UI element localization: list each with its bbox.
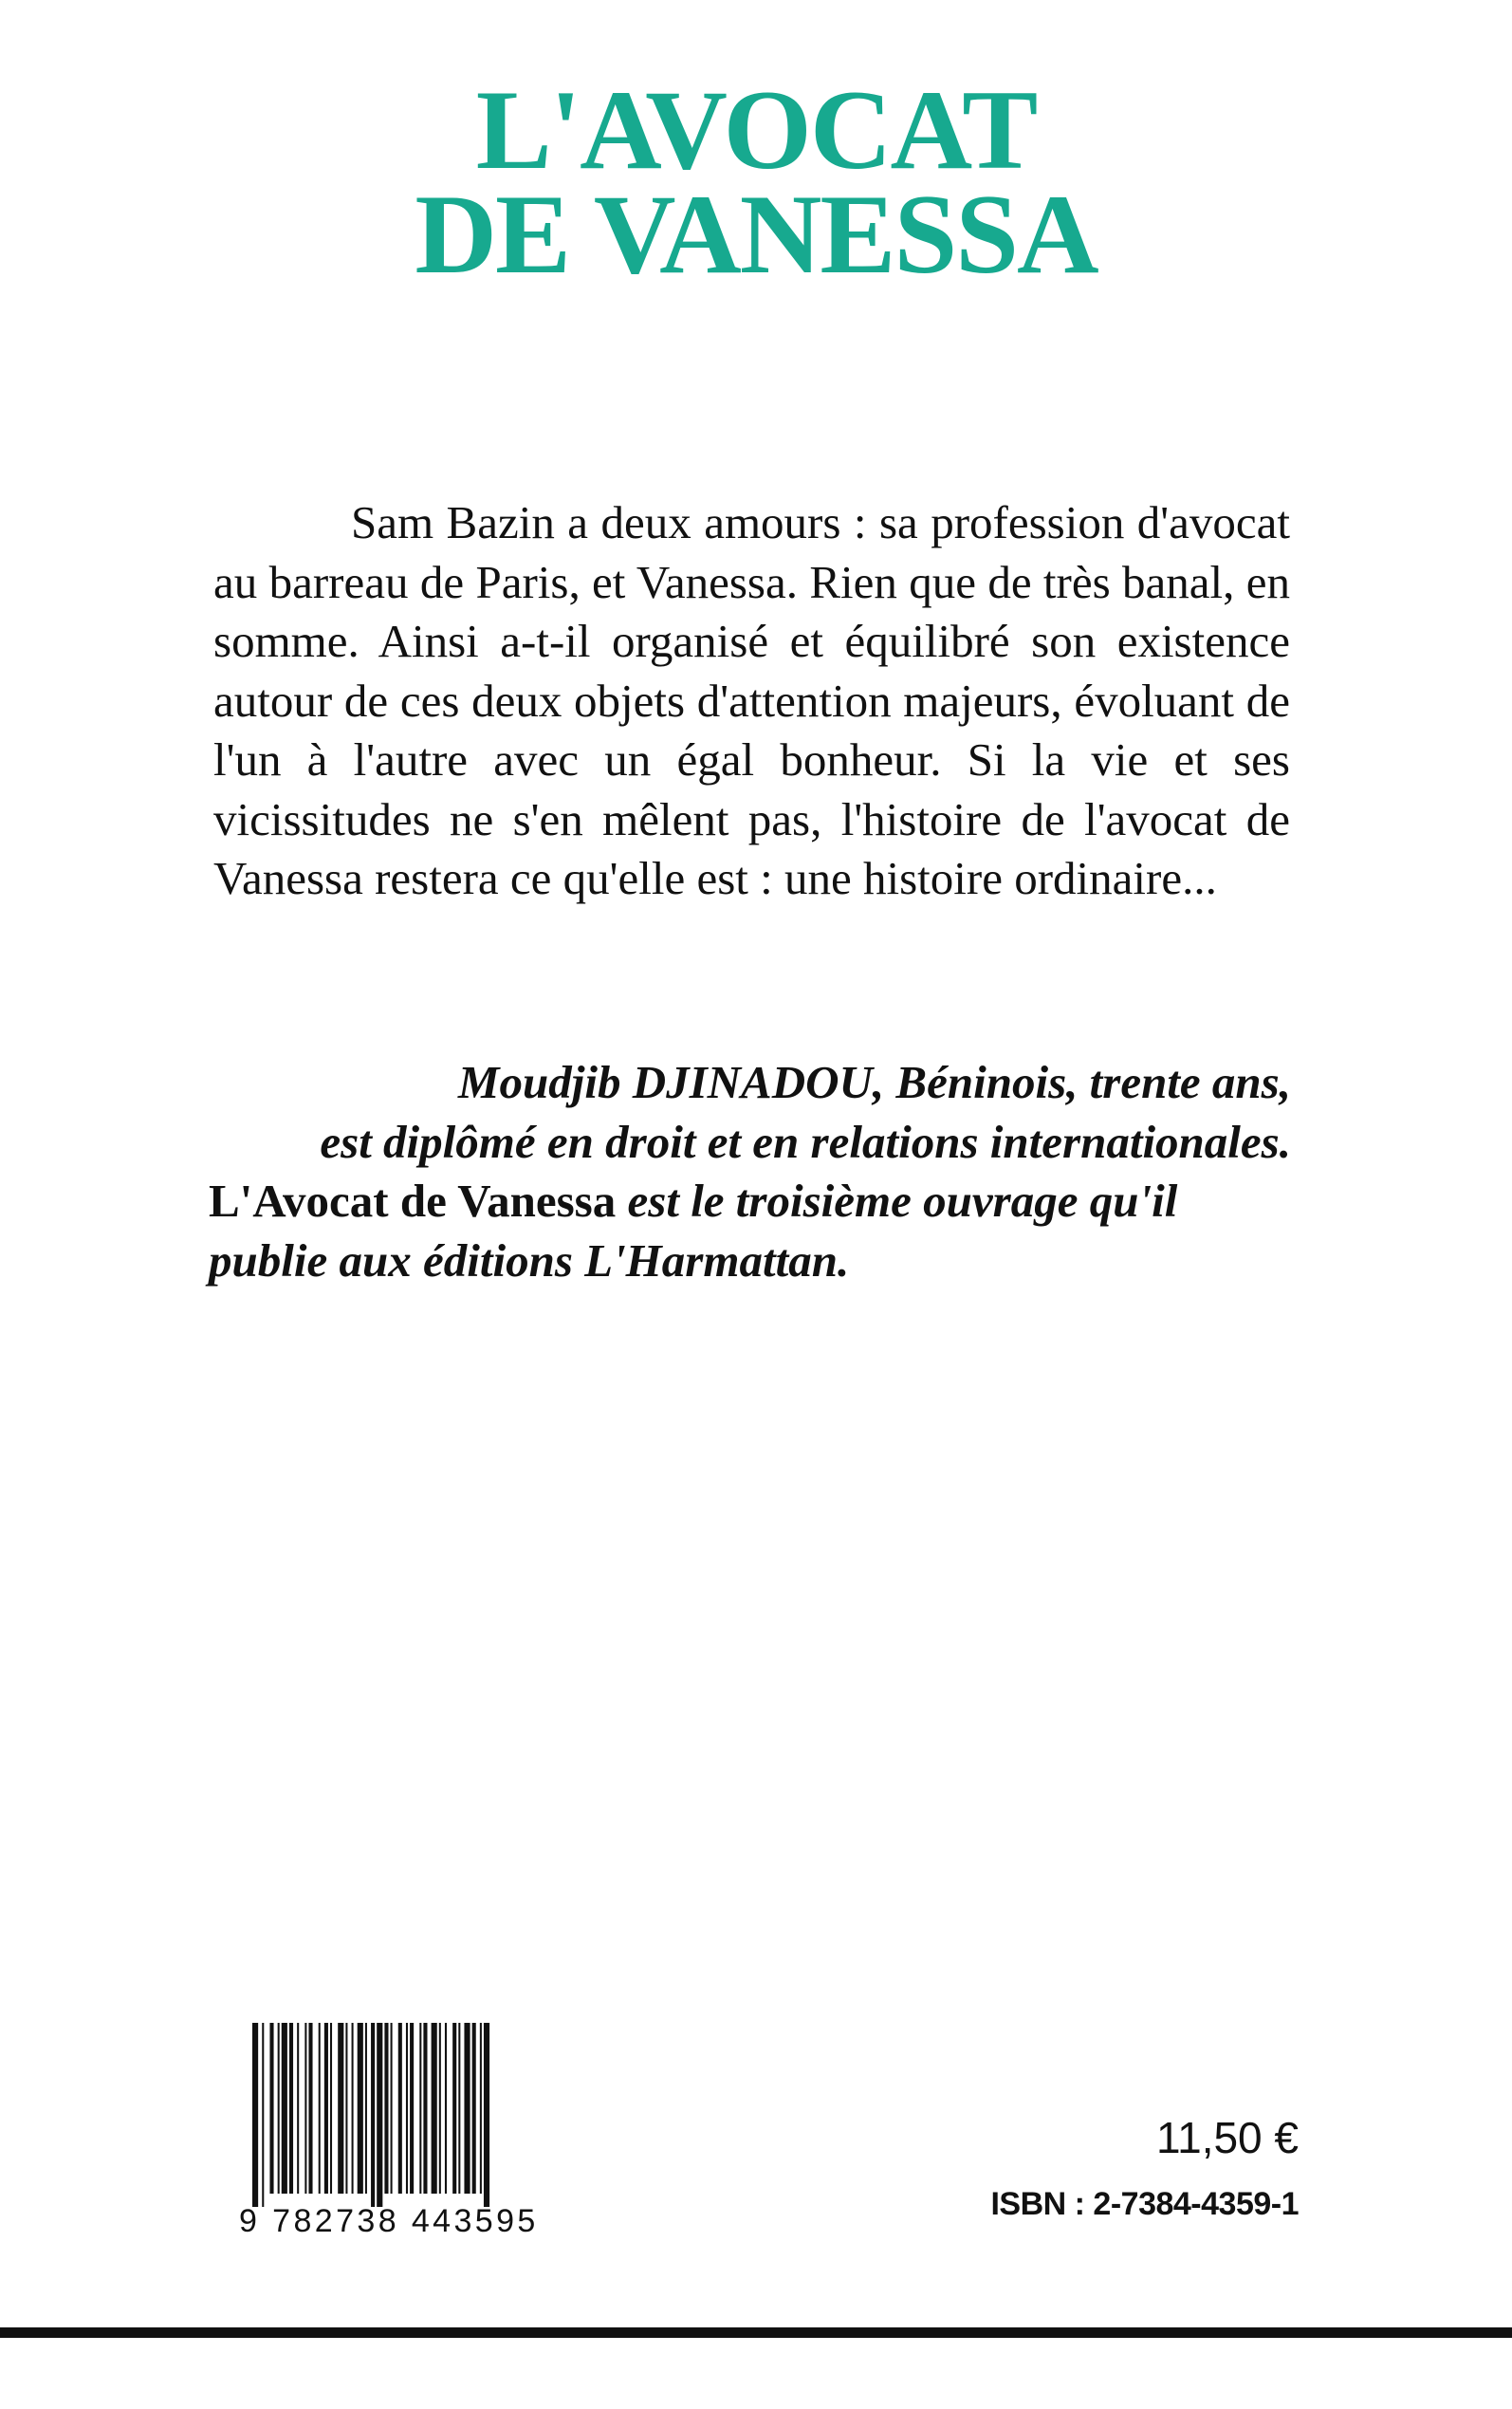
barcode-bar bbox=[371, 2023, 375, 2207]
barcode-bar bbox=[330, 2023, 332, 2194]
barcode-bar bbox=[304, 2023, 306, 2194]
barcode-bar bbox=[338, 2023, 343, 2194]
barcode-bar bbox=[282, 2023, 287, 2194]
bio-line-1: Moudjib DJINADOU, Béninois, trente ans, bbox=[457, 1056, 1291, 1108]
barcode-bar bbox=[352, 2023, 354, 2194]
barcode-bar bbox=[269, 2023, 273, 2194]
barcode-bar bbox=[432, 2023, 437, 2194]
title-line-1: L'AVOCAT bbox=[475, 66, 1037, 193]
barcode-bar bbox=[289, 2023, 293, 2194]
bio-line-4: publie aux éditions L'Harmattan. bbox=[209, 1233, 850, 1287]
barcode-bar bbox=[278, 2023, 280, 2194]
barcode-bar bbox=[480, 2023, 482, 2194]
barcode-bar bbox=[484, 2023, 489, 2207]
barcode-bar bbox=[458, 2023, 460, 2194]
barcode-bar bbox=[262, 2023, 264, 2207]
barcode-bar bbox=[398, 2023, 402, 2194]
barcode-bar bbox=[419, 2023, 421, 2194]
blurb-paragraph: Sam Bazin a deux amours : sa profession d'avocat au barreau de Paris, et Vanessa. Rien que de très banal, en somme. Ainsi a-t-il organisé et équilibré son existence autour de ces deux objets d'attention majeurs, évoluant de l'un à l'autre avec un égal bonheur. Si la vie et ses vicissitudes ne s'en mêlent pas, l'histoire de l'avocat de Vanessa restera ce qu'elle est : une histoire ordinaire... bbox=[213, 496, 1290, 904]
barcode bbox=[239, 2023, 539, 2241]
isbn: ISBN : 2-7384-4359-1 bbox=[990, 2186, 1299, 2222]
barcode-bar bbox=[452, 2023, 456, 2194]
barcode-bar bbox=[365, 2023, 367, 2194]
barcode-bar bbox=[410, 2023, 414, 2194]
barcode-bars bbox=[239, 2023, 533, 2207]
barcode-bar bbox=[384, 2023, 388, 2194]
barcode-bar bbox=[377, 2023, 382, 2207]
price: 11,50 € bbox=[1155, 2113, 1299, 2162]
barcode-bar bbox=[297, 2023, 299, 2194]
barcode-bar bbox=[439, 2023, 441, 2194]
barcode-bar bbox=[445, 2023, 447, 2194]
barcode-bar bbox=[252, 2023, 258, 2207]
barcode-number: 9 782738 443595 bbox=[239, 2203, 539, 2239]
barcode-bar bbox=[406, 2023, 408, 2194]
book-title bbox=[0, 66, 1512, 297]
barcode-bar bbox=[472, 2023, 476, 2194]
bottom-rule bbox=[0, 2327, 1512, 2338]
barcode-bar bbox=[464, 2023, 470, 2194]
barcode-bar bbox=[391, 2023, 393, 2194]
bio-line-3 bbox=[209, 1172, 1291, 1232]
bio-line-2: est diplômé en droit et en relations internationales. bbox=[320, 1115, 1291, 1168]
barcode-bar bbox=[358, 2023, 363, 2194]
author-bio bbox=[209, 1053, 1291, 1290]
barcode-bar bbox=[319, 2023, 321, 2194]
barcode-bar bbox=[423, 2023, 427, 2194]
title-line-2: DE VANESSA bbox=[415, 171, 1097, 297]
barcode-bar bbox=[345, 2023, 347, 2194]
barcode-bar bbox=[324, 2023, 328, 2194]
bio-book-title: L'Avocat de Vanessa bbox=[209, 1175, 617, 1227]
barcode-bar bbox=[308, 2023, 312, 2194]
bio-line-3-rest: est le troisième ouvrage qu'il bbox=[616, 1175, 1178, 1227]
